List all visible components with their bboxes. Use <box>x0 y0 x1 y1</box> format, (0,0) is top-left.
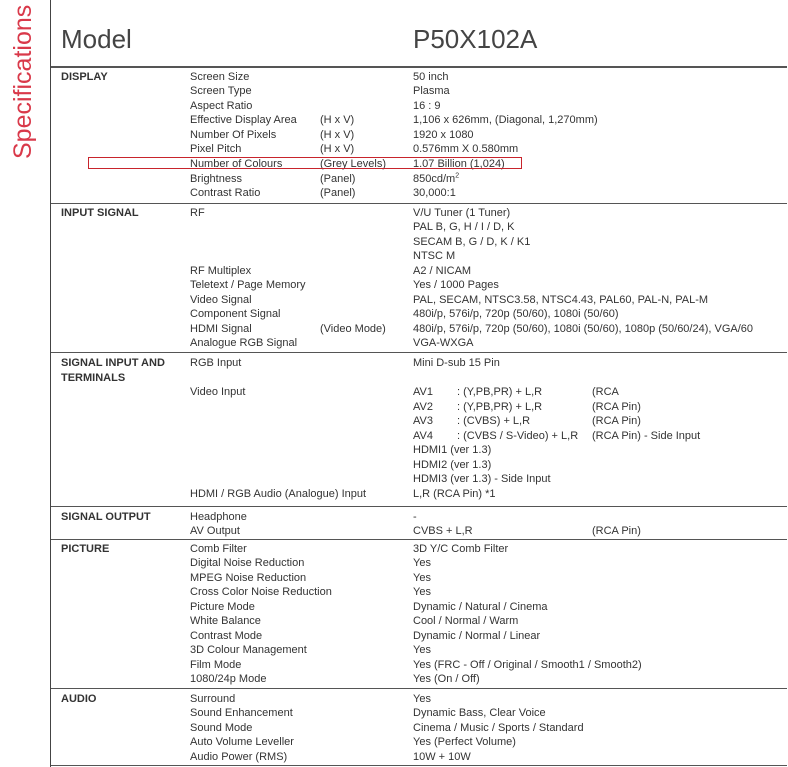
vertical-rule <box>50 0 51 767</box>
spec-key: Analogue RGB Signal <box>190 337 298 349</box>
spec-key: Cross Color Noise Reduction <box>190 586 332 598</box>
spec-key: Audio Power (RMS) <box>190 751 288 763</box>
spec-key: Contrast Ratio <box>190 187 261 199</box>
spec-key: Digital Noise Reduction <box>190 557 305 569</box>
av-connector: (RCA Pin) - Side Input <box>592 430 701 442</box>
spec-key: Contrast Mode <box>190 630 263 642</box>
av-code: AV2 <box>413 401 433 413</box>
spec-value: 1,106 x 626mm, (Diagonal, 1,270mm) <box>413 114 598 126</box>
spec-value: Mini D-sub 15 Pin <box>413 357 500 369</box>
spec-value: VGA-WXGA <box>413 337 474 349</box>
highlight-box <box>88 157 522 169</box>
spec-value: 16 : 9 <box>413 100 441 112</box>
spec-value: Yes <box>413 572 431 584</box>
spec-value: HDMI1 (ver 1.3) <box>413 444 492 456</box>
spec-key: RF <box>190 207 205 219</box>
spec-value: - <box>413 511 417 523</box>
spec-value: Yes <box>413 586 431 598</box>
divider <box>51 506 787 507</box>
spec-modifier: (Panel) <box>320 173 356 185</box>
section-title-picture: PICTURE <box>61 543 110 555</box>
spec-value: A2 / NICAM <box>413 265 472 277</box>
spec-value: Cinema / Music / Sports / Standard <box>413 722 584 734</box>
av-connector: (RCA Pin) <box>592 401 641 413</box>
section-title-display: DISPLAY <box>61 71 108 83</box>
spec-value: 480i/p, 576i/p, 720p (50/60), 1080i (50/60) <box>413 308 619 320</box>
spec-key: Brightness <box>190 173 242 185</box>
spec-value: Yes (Perfect Volume) <box>413 736 516 748</box>
spec-value: $850cd/m^2$ <box>413 172 460 185</box>
av-connector: (RCA <box>592 386 619 398</box>
spec-value: CVBS + L,R <box>413 525 473 537</box>
spec-modifier: (H x V) <box>320 114 355 126</box>
spec-key: Teletext / Page Memory <box>190 279 306 291</box>
spec-key: RF Multiplex <box>190 265 252 277</box>
spec-modifier: (Video Mode) <box>320 323 386 335</box>
av-connector: (RCA Pin) <box>592 415 641 427</box>
spec-value: Dynamic Bass, Clear Voice <box>413 707 546 719</box>
spec-key: Number Of Pixels <box>190 129 277 141</box>
spec-key: Headphone <box>190 511 247 523</box>
section-title-signal-output: SIGNAL OUTPUT <box>61 511 151 523</box>
spec-value: Yes <box>413 693 431 705</box>
av-spec: : (CVBS) + L,R <box>457 415 531 427</box>
spec-value: PAL, SECAM, NTSC3.58, NTSC4.43, PAL60, PAL-N, PAL-M <box>413 294 709 306</box>
spec-modifier: (H x V) <box>320 129 355 141</box>
divider <box>51 66 787 68</box>
spec-key: Sound Mode <box>190 722 253 734</box>
spec-key: Pixel Pitch <box>190 143 242 155</box>
spec-key: RGB Input <box>190 357 242 369</box>
spec-key: Screen Type <box>190 85 252 97</box>
spec-key: HDMI Signal <box>190 323 252 335</box>
spec-key: Aspect Ratio <box>190 100 253 112</box>
spec-key: Surround <box>190 693 236 705</box>
av-code: AV1 <box>413 386 433 398</box>
av-spec: : (CVBS / S-Video) + L,R <box>457 430 579 442</box>
spec-value: Yes (FRC - Off / Original / Smooth1 / Smooth2) <box>413 659 642 671</box>
spec-value: 3D Y/C Comb Filter <box>413 543 509 555</box>
av-code: AV3 <box>413 415 433 427</box>
spec-value: V/U Tuner (1 Tuner) <box>413 207 511 219</box>
spec-value: 0.576mm X 0.580mm <box>413 143 519 155</box>
spec-value: Dynamic / Normal / Linear <box>413 630 541 642</box>
divider <box>51 765 787 766</box>
divider <box>51 352 787 353</box>
specifications-side-title: Specifications <box>9 4 37 159</box>
spec-key: Video Signal <box>190 294 252 306</box>
spec-key: Screen Size <box>190 71 250 83</box>
av-connector: (RCA Pin) <box>592 525 641 537</box>
spec-value: 50 inch <box>413 71 449 83</box>
spec-key: Picture Mode <box>190 601 255 613</box>
spec-key: AV Output <box>190 525 240 537</box>
divider <box>51 688 787 689</box>
model-value: P50X102A <box>413 24 538 54</box>
spec-modifier: (H x V) <box>320 143 355 155</box>
spec-value: L,R (RCA Pin) *1 <box>413 488 496 500</box>
spec-value: Yes <box>413 644 431 656</box>
spec-value: 10W + 10W <box>413 751 471 763</box>
spec-value: Yes / 1000 Pages <box>413 279 499 291</box>
section-title-input-signal: INPUT SIGNAL <box>61 207 139 219</box>
spec-value: 1.07 Billion (1,024) <box>413 158 505 170</box>
spec-key: Component Signal <box>190 308 281 320</box>
spec-modifier: (Grey Levels) <box>320 158 387 170</box>
spec-value: Cool / Normal / Warm <box>413 615 519 627</box>
spec-value: Plasma <box>413 85 450 97</box>
av-spec: : (Y,PB,PR) + L,R <box>457 401 543 413</box>
spec-key: Number of Colours <box>190 158 283 170</box>
spec-key: HDMI / RGB Audio (Analogue) Input <box>190 488 367 500</box>
spec-key: Auto Volume Leveller <box>190 736 294 748</box>
model-label: Model <box>61 24 132 54</box>
section-title-audio: AUDIO <box>61 693 97 705</box>
spec-value: PAL B, G, H / I / D, K <box>413 221 515 233</box>
divider <box>51 539 787 540</box>
av-code: AV4 <box>413 430 433 442</box>
spec-modifier: (Panel) <box>320 187 356 199</box>
av-spec: : (Y,PB,PR) + L,R <box>457 386 543 398</box>
spec-key: Film Mode <box>190 659 242 671</box>
section-title-signal-input: SIGNAL INPUT AND TERMINALS <box>61 357 165 384</box>
spec-value: Yes <box>413 557 431 569</box>
spec-value: Dynamic / Natural / Cinema <box>413 601 548 613</box>
divider <box>51 203 787 204</box>
spec-key: Video Input <box>190 386 246 398</box>
spec-value: SECAM B, G / D, K / K1 <box>413 236 531 248</box>
spec-value: NTSC M <box>413 250 456 262</box>
spec-value: HDMI2 (ver 1.3) <box>413 459 492 471</box>
spec-key: 1080/24p Mode <box>190 673 267 685</box>
spec-value: 30,000:1 <box>413 187 456 199</box>
spec-key: Sound Enhancement <box>190 707 293 719</box>
spec-key: White Balance <box>190 615 261 627</box>
spec-value: Yes (On / Off) <box>413 673 480 685</box>
spec-key: 3D Colour Management <box>190 644 307 656</box>
spec-key: Effective Display Area <box>190 114 297 126</box>
spec-key: MPEG Noise Reduction <box>190 572 307 584</box>
spec-value: HDMI3 (ver 1.3) - Side Input <box>413 473 551 485</box>
spec-value: 480i/p, 576i/p, 720p (50/60), 1080i (50/60), 1080p (50/60/24), VGA/60 <box>413 323 754 335</box>
spec-key: Comb Filter <box>190 543 247 555</box>
spec-value: 1920 x 1080 <box>413 129 474 141</box>
